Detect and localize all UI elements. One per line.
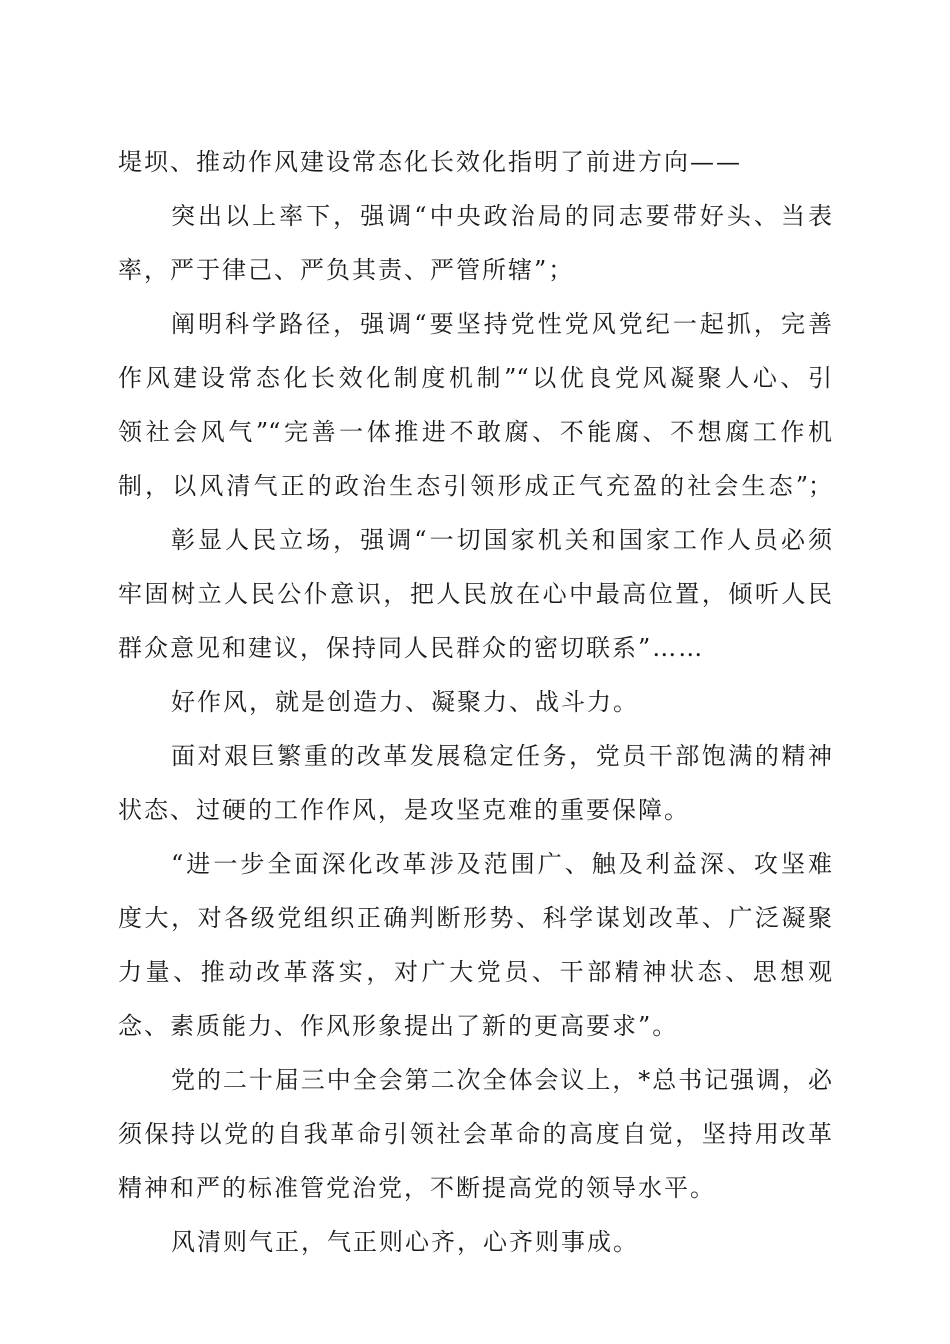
text-line: 好作风，就是创造力、凝聚力、战斗力。: [171, 688, 639, 716]
text-line: 彰显人民立场，强调“一切国家机关和国家工作人员必须: [171, 526, 832, 554]
text-line: 阐明科学路径，强调“要坚持党性党风党纪一起抓，完善: [171, 310, 832, 338]
text-line: 群众意见和建议，保持同人民群众的密切联系”……: [118, 634, 705, 662]
paragraph-quote-reform: [118, 837, 832, 1053]
paragraph-scientific-path: [118, 297, 832, 513]
text-line: 念、素质能力、作风形象提出了新的更高要求”。: [118, 1012, 679, 1040]
text-line: 精神和严的标准管党治党，不断提高党的领导水平。: [118, 1174, 716, 1202]
paragraph-lead-by-example: [118, 189, 832, 297]
paragraph-people-stance: [118, 513, 832, 675]
text-line: 制，以风清气正的政治生态引领形成正气充盈的社会生态”；: [118, 472, 832, 500]
text-line: 面对艰巨繁重的改革发展稳定任务，党员干部饱满的精神: [171, 742, 832, 770]
text-line: 风清则气正，气正则心齐，心齐则事成。: [171, 1228, 639, 1256]
text-line: “进一步全面深化改革涉及范围广、触及利益深、攻坚难: [171, 850, 832, 878]
paragraph-continuation: [118, 135, 832, 189]
document-body: [118, 135, 832, 1269]
text-line: 牢固树立人民公仆意识，把人民放在心中最高位置，倾听人民: [118, 580, 832, 608]
text-line: 力量、推动改革落实，对广大党员、干部精神状态、思想观: [118, 958, 832, 986]
text-line: 状态、过硬的工作作风，是攻坚克难的重要保障。: [118, 796, 690, 824]
text-line: 须保持以党的自我革命引领社会革命的高度自觉，坚持用改革: [118, 1120, 832, 1148]
paragraph-closing: [118, 1215, 832, 1269]
text-line: 党的二十届三中全会第二次全体会议上，*总书记强调，必: [171, 1066, 832, 1094]
paragraph-reform-tasks: [118, 729, 832, 837]
paragraph-good-style: [118, 675, 832, 729]
text-line: 堤坝、推动作风建设常态化长效化指明了前进方向——: [118, 148, 742, 176]
text-line: 作风建设常态化长效化制度机制”“以优良党风凝聚人心、引: [118, 364, 832, 392]
text-line: 度大，对各级党组织正确判断形势、科学谋划改革、广泛凝聚: [118, 904, 832, 932]
text-line: 领社会风气”“完善一体推进不敢腐、不能腐、不想腐工作机: [118, 418, 832, 446]
text-line: 率，严于律己、严负其责、严管所辖”；: [118, 256, 575, 284]
text-line: 突出以上率下，强调“中央政治局的同志要带好头、当表: [171, 202, 832, 230]
paragraph-plenary-session: [118, 1053, 832, 1215]
